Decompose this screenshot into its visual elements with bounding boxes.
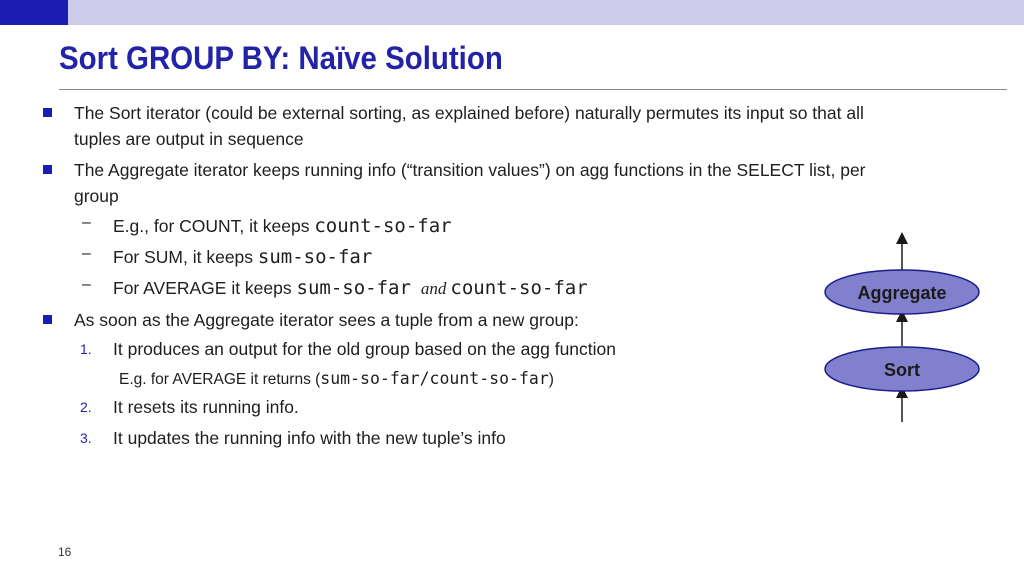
page-number: 16 <box>58 545 72 559</box>
numbered-item-1: It produces an output for the old group based on the agg function <box>113 339 617 359</box>
bullet-3: As soon as the Aggregate iterator sees a tuple from a new group: <box>74 310 579 330</box>
avg-count-so-far-code: count-so-far <box>450 277 588 299</box>
sub-bullet-count-text: E.g., for COUNT, it keeps <box>113 216 315 236</box>
sort-node-label: Sort <box>884 360 920 380</box>
example-code: sum-so-far/count-so-far <box>320 369 549 388</box>
iterator-diagram <box>815 232 990 432</box>
sub-bullet-average-text: For AVERAGE it keeps <box>113 278 297 298</box>
sub-bullet-sum <box>113 244 372 270</box>
count-so-far-code: count-so-far <box>314 215 452 237</box>
bullet-1-line-2: tuples are output in sequence <box>74 129 304 149</box>
sub-bullet-average <box>113 275 588 302</box>
sub-bullet-sum-text: For SUM, it keeps <box>113 247 258 267</box>
bullet-square-icon <box>43 108 52 117</box>
sub-bullet-dash-icon: – <box>82 214 91 231</box>
header-accent-block <box>0 0 68 25</box>
numbered-item-2: It resets its running info. <box>113 397 299 417</box>
avg-sum-so-far-code: sum-so-far <box>296 277 411 299</box>
header-band <box>0 0 1024 25</box>
numbered-item-1-example <box>119 366 554 393</box>
aggregate-node-label: Aggregate <box>857 283 947 303</box>
sub-bullet-dash-icon: – <box>82 276 91 293</box>
sum-so-far-code: sum-so-far <box>257 246 373 268</box>
bullet-square-icon <box>43 315 52 324</box>
bullet-2-line-1: The Aggregate iterator keeps running info (“transition values”) on agg functions in the SELECT list, per <box>74 160 866 180</box>
sub-bullet-count <box>113 213 452 239</box>
sub-bullet-dash-icon: – <box>82 245 91 262</box>
example-suffix: ) <box>548 371 554 388</box>
example-prefix: E.g. for AVERAGE it returns ( <box>119 371 321 388</box>
slide-title: Sort GROUP BY: Naïve Solution <box>59 40 503 76</box>
numbered-3-marker: 3. <box>80 430 92 446</box>
title-divider <box>59 89 1007 90</box>
bullet-1-line-1: The Sort iterator (could be external sorting, as explained before) naturally permutes its input so that all <box>74 103 864 123</box>
numbered-2-marker: 2. <box>80 399 92 415</box>
bullet-square-icon <box>43 165 52 174</box>
and-text: and <box>420 279 447 298</box>
bullet-2-line-2: group <box>74 186 119 206</box>
numbered-1-marker: 1. <box>80 341 92 357</box>
numbered-item-3: It updates the running info with the new tuple’s info <box>113 428 506 448</box>
